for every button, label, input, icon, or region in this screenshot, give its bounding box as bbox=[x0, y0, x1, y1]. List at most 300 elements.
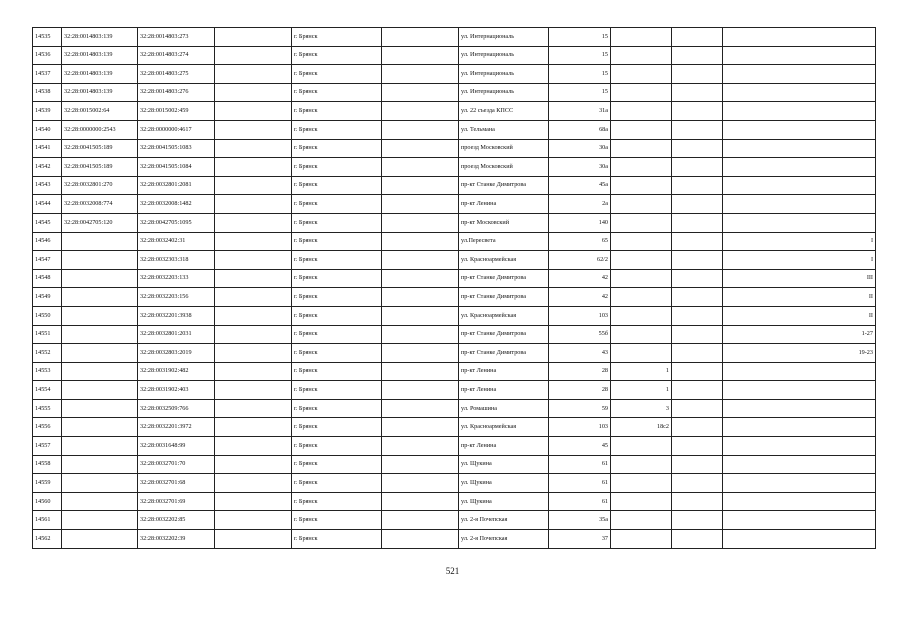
premises-number-cell: III bbox=[723, 269, 876, 288]
premises-number-cell bbox=[723, 399, 876, 418]
empty-cell bbox=[382, 251, 459, 270]
empty-cell bbox=[382, 139, 459, 158]
cadastral-number-cell: 32:28:0032201:3972 bbox=[138, 418, 215, 437]
street-cell: пр-кт Станке Димитрова bbox=[459, 325, 549, 344]
cadastral-number-cell: 32:28:0000000:4617 bbox=[138, 120, 215, 139]
house-number-cell: 59 bbox=[549, 399, 611, 418]
empty-cell bbox=[382, 474, 459, 493]
apartment-cell bbox=[611, 46, 672, 65]
previous-cadastral-number-cell: 32:28:0014803:139 bbox=[62, 28, 138, 47]
street-cell: пр-кт Ленина bbox=[459, 381, 549, 400]
street-cell: ул. Красноармейская bbox=[459, 251, 549, 270]
premises-number-cell bbox=[723, 83, 876, 102]
table-row bbox=[33, 399, 876, 418]
house-number-cell: 68а bbox=[549, 120, 611, 139]
building-cell bbox=[672, 437, 723, 456]
building-cell bbox=[672, 455, 723, 474]
premises-number-cell bbox=[723, 437, 876, 456]
apartment-cell bbox=[611, 120, 672, 139]
previous-cadastral-number-cell: 32:28:0014803:139 bbox=[62, 46, 138, 65]
empty-cell bbox=[215, 399, 292, 418]
empty-cell bbox=[215, 28, 292, 47]
row-number-cell: 14540 bbox=[33, 120, 62, 139]
city-cell: г. Брянск bbox=[292, 176, 382, 195]
previous-cadastral-number-cell bbox=[62, 288, 138, 307]
empty-cell bbox=[215, 139, 292, 158]
premises-number-cell: 19-23 bbox=[723, 344, 876, 363]
house-number-cell: 42 bbox=[549, 288, 611, 307]
house-number-cell: 15 bbox=[549, 65, 611, 84]
table-row bbox=[33, 158, 876, 177]
row-number-cell: 14548 bbox=[33, 269, 62, 288]
house-number-cell: 62/2 bbox=[549, 251, 611, 270]
row-number-cell: 14537 bbox=[33, 65, 62, 84]
empty-cell bbox=[382, 65, 459, 84]
premises-number-cell bbox=[723, 418, 876, 437]
city-cell: г. Брянск bbox=[292, 437, 382, 456]
empty-cell bbox=[215, 381, 292, 400]
city-cell: г. Брянск bbox=[292, 139, 382, 158]
city-cell: г. Брянск bbox=[292, 120, 382, 139]
apartment-cell bbox=[611, 102, 672, 121]
empty-cell bbox=[215, 102, 292, 121]
city-cell: г. Брянск bbox=[292, 213, 382, 232]
apartment-cell bbox=[611, 213, 672, 232]
empty-cell bbox=[382, 455, 459, 474]
premises-number-cell: II bbox=[723, 306, 876, 325]
house-number-cell: 61 bbox=[549, 455, 611, 474]
previous-cadastral-number-cell bbox=[62, 511, 138, 530]
empty-cell bbox=[382, 381, 459, 400]
empty-cell bbox=[215, 362, 292, 381]
empty-cell bbox=[215, 306, 292, 325]
premises-number-cell bbox=[723, 65, 876, 84]
city-cell: г. Брянск bbox=[292, 381, 382, 400]
apartment-cell bbox=[611, 437, 672, 456]
empty-cell bbox=[382, 492, 459, 511]
cadastral-number-cell: 32:28:0014803:276 bbox=[138, 83, 215, 102]
premises-number-cell: 1-27 bbox=[723, 325, 876, 344]
row-number-cell: 14559 bbox=[33, 474, 62, 493]
building-cell bbox=[672, 158, 723, 177]
empty-cell bbox=[215, 492, 292, 511]
empty-cell bbox=[382, 511, 459, 530]
apartment-cell bbox=[611, 306, 672, 325]
premises-number-cell bbox=[723, 381, 876, 400]
row-number-cell: 14554 bbox=[33, 381, 62, 400]
street-cell: ул. Щукина bbox=[459, 455, 549, 474]
building-cell bbox=[672, 325, 723, 344]
building-cell bbox=[672, 28, 723, 47]
cadastral-number-cell: 32:28:0032701:68 bbox=[138, 474, 215, 493]
street-cell: проезд Московский bbox=[459, 158, 549, 177]
table-row bbox=[33, 511, 876, 530]
premises-number-cell bbox=[723, 176, 876, 195]
previous-cadastral-number-cell: 32:28:0014803:139 bbox=[62, 65, 138, 84]
city-cell: г. Брянск bbox=[292, 418, 382, 437]
building-cell bbox=[672, 418, 723, 437]
city-cell: г. Брянск bbox=[292, 325, 382, 344]
table-row bbox=[33, 344, 876, 363]
apartment-cell bbox=[611, 139, 672, 158]
empty-cell bbox=[382, 83, 459, 102]
building-cell bbox=[672, 120, 723, 139]
house-number-cell: 140 bbox=[549, 213, 611, 232]
street-cell: ул. 2-я Почепская bbox=[459, 530, 549, 549]
city-cell: г. Брянск bbox=[292, 474, 382, 493]
empty-cell bbox=[215, 46, 292, 65]
premises-number-cell bbox=[723, 474, 876, 493]
building-cell bbox=[672, 362, 723, 381]
empty-cell bbox=[215, 251, 292, 270]
previous-cadastral-number-cell: 32:28:0042705:120 bbox=[62, 213, 138, 232]
row-number-cell: 14546 bbox=[33, 232, 62, 251]
house-number-cell: 43 bbox=[549, 344, 611, 363]
cadastral-number-cell: 32:28:0032701:70 bbox=[138, 455, 215, 474]
table-row bbox=[33, 46, 876, 65]
previous-cadastral-number-cell: 32:28:0032801:270 bbox=[62, 176, 138, 195]
table-row bbox=[33, 437, 876, 456]
table-row bbox=[33, 176, 876, 195]
cadastral-number-cell: 32:28:0031902:482 bbox=[138, 362, 215, 381]
table-row bbox=[33, 251, 876, 270]
city-cell: г. Брянск bbox=[292, 492, 382, 511]
table-row bbox=[33, 28, 876, 47]
previous-cadastral-number-cell: 32:28:0014803:139 bbox=[62, 83, 138, 102]
empty-cell bbox=[215, 511, 292, 530]
city-cell: г. Брянск bbox=[292, 455, 382, 474]
empty-cell bbox=[382, 46, 459, 65]
street-cell: ул. Тельмана bbox=[459, 120, 549, 139]
house-number-cell: 61 bbox=[549, 492, 611, 511]
building-cell bbox=[672, 269, 723, 288]
previous-cadastral-number-cell bbox=[62, 344, 138, 363]
street-cell: ул. Интернациональ bbox=[459, 46, 549, 65]
previous-cadastral-number-cell bbox=[62, 251, 138, 270]
cadastral-number-cell: 32:28:0031648:99 bbox=[138, 437, 215, 456]
row-number-cell: 14535 bbox=[33, 28, 62, 47]
row-number-cell: 14541 bbox=[33, 139, 62, 158]
building-cell bbox=[672, 306, 723, 325]
building-cell bbox=[672, 344, 723, 363]
house-number-cell: 103 bbox=[549, 418, 611, 437]
empty-cell bbox=[382, 158, 459, 177]
previous-cadastral-number-cell bbox=[62, 362, 138, 381]
building-cell bbox=[672, 46, 723, 65]
empty-cell bbox=[382, 288, 459, 307]
premises-number-cell bbox=[723, 158, 876, 177]
empty-cell bbox=[382, 418, 459, 437]
empty-cell bbox=[382, 325, 459, 344]
previous-cadastral-number-cell bbox=[62, 269, 138, 288]
row-number-cell: 14551 bbox=[33, 325, 62, 344]
previous-cadastral-number-cell: 32:28:0000000:2543 bbox=[62, 120, 138, 139]
premises-number-cell: II bbox=[723, 288, 876, 307]
street-cell: ул. Красноармейская bbox=[459, 418, 549, 437]
apartment-cell bbox=[611, 158, 672, 177]
premises-number-cell bbox=[723, 530, 876, 549]
table-row bbox=[33, 102, 876, 121]
apartment-cell: 1 bbox=[611, 362, 672, 381]
street-cell: пр-кт Станке Димитрова bbox=[459, 176, 549, 195]
house-number-cell: 45 bbox=[549, 437, 611, 456]
street-cell: ул. 2-я Почепская bbox=[459, 511, 549, 530]
house-number-cell: 28 bbox=[549, 362, 611, 381]
cadastral-number-cell: 32:28:0031902:403 bbox=[138, 381, 215, 400]
table-row bbox=[33, 232, 876, 251]
street-cell: ул.Пересвета bbox=[459, 232, 549, 251]
empty-cell bbox=[382, 437, 459, 456]
apartment-cell bbox=[611, 28, 672, 47]
house-number-cell: 15 bbox=[549, 46, 611, 65]
premises-number-cell bbox=[723, 362, 876, 381]
row-number-cell: 14550 bbox=[33, 306, 62, 325]
cadastral-number-cell: 32:28:0032203:133 bbox=[138, 269, 215, 288]
cadastral-number-cell: 32:28:0015002:459 bbox=[138, 102, 215, 121]
row-number-cell: 14553 bbox=[33, 362, 62, 381]
cadastral-number-cell: 32:28:0032202:85 bbox=[138, 511, 215, 530]
premises-number-cell bbox=[723, 213, 876, 232]
empty-cell bbox=[382, 213, 459, 232]
building-cell bbox=[672, 251, 723, 270]
row-number-cell: 14561 bbox=[33, 511, 62, 530]
table-row bbox=[33, 381, 876, 400]
building-cell bbox=[672, 530, 723, 549]
apartment-cell bbox=[611, 195, 672, 214]
building-cell bbox=[672, 399, 723, 418]
city-cell: г. Брянск bbox=[292, 288, 382, 307]
premises-number-cell bbox=[723, 492, 876, 511]
row-number-cell: 14555 bbox=[33, 399, 62, 418]
empty-cell bbox=[215, 213, 292, 232]
apartment-cell bbox=[611, 83, 672, 102]
empty-cell bbox=[215, 65, 292, 84]
apartment-cell bbox=[611, 530, 672, 549]
premises-number-cell bbox=[723, 102, 876, 121]
row-number-cell: 14557 bbox=[33, 437, 62, 456]
house-number-cell: 30а bbox=[549, 139, 611, 158]
premises-number-cell bbox=[723, 28, 876, 47]
city-cell: г. Брянск bbox=[292, 158, 382, 177]
row-number-cell: 14556 bbox=[33, 418, 62, 437]
empty-cell bbox=[382, 344, 459, 363]
building-cell bbox=[672, 102, 723, 121]
previous-cadastral-number-cell bbox=[62, 492, 138, 511]
premises-number-cell bbox=[723, 139, 876, 158]
city-cell: г. Брянск bbox=[292, 46, 382, 65]
cadastral-number-cell: 32:28:0032803:2019 bbox=[138, 344, 215, 363]
city-cell: г. Брянск bbox=[292, 251, 382, 270]
previous-cadastral-number-cell bbox=[62, 232, 138, 251]
street-cell: ул. 22 съезда КПСС bbox=[459, 102, 549, 121]
house-number-cell: 31а bbox=[549, 102, 611, 121]
previous-cadastral-number-cell bbox=[62, 530, 138, 549]
previous-cadastral-number-cell bbox=[62, 306, 138, 325]
apartment-cell bbox=[611, 474, 672, 493]
cadastral-number-cell: 32:28:0032509:766 bbox=[138, 399, 215, 418]
empty-cell bbox=[215, 158, 292, 177]
house-number-cell: 55б bbox=[549, 325, 611, 344]
empty-cell bbox=[215, 325, 292, 344]
cadastral-number-cell: 32:28:0014803:275 bbox=[138, 65, 215, 84]
premises-number-cell bbox=[723, 511, 876, 530]
cadastral-number-cell: 32:28:0032303:318 bbox=[138, 251, 215, 270]
city-cell: г. Брянск bbox=[292, 269, 382, 288]
street-cell: ул. Интернациональ bbox=[459, 83, 549, 102]
apartment-cell: 1 bbox=[611, 381, 672, 400]
cadastral-number-cell: 32:28:0041505:1084 bbox=[138, 158, 215, 177]
table-row bbox=[33, 418, 876, 437]
city-cell: г. Брянск bbox=[292, 399, 382, 418]
street-cell: пр-кт Станке Димитрова bbox=[459, 288, 549, 307]
previous-cadastral-number-cell: 32:28:0041505:189 bbox=[62, 158, 138, 177]
row-number-cell: 14560 bbox=[33, 492, 62, 511]
empty-cell bbox=[215, 418, 292, 437]
city-cell: г. Брянск bbox=[292, 232, 382, 251]
building-cell bbox=[672, 474, 723, 493]
table-row bbox=[33, 213, 876, 232]
empty-cell bbox=[215, 455, 292, 474]
table-row bbox=[33, 362, 876, 381]
previous-cadastral-number-cell bbox=[62, 474, 138, 493]
empty-cell bbox=[382, 102, 459, 121]
house-number-cell: 35а bbox=[549, 511, 611, 530]
city-cell: г. Брянск bbox=[292, 344, 382, 363]
row-number-cell: 14549 bbox=[33, 288, 62, 307]
apartment-cell bbox=[611, 325, 672, 344]
cadastral-number-cell: 32:28:0032201:3938 bbox=[138, 306, 215, 325]
empty-cell bbox=[382, 28, 459, 47]
empty-cell bbox=[382, 176, 459, 195]
city-cell: г. Брянск bbox=[292, 102, 382, 121]
empty-cell bbox=[215, 176, 292, 195]
street-cell: пр-кт Станке Димитрова bbox=[459, 344, 549, 363]
street-cell: пр-кт Ленина bbox=[459, 195, 549, 214]
empty-cell bbox=[382, 120, 459, 139]
city-cell: г. Брянск bbox=[292, 511, 382, 530]
table-row bbox=[33, 83, 876, 102]
building-cell bbox=[672, 492, 723, 511]
cadastral-number-cell: 32:28:0032801:2031 bbox=[138, 325, 215, 344]
row-number-cell: 14538 bbox=[33, 83, 62, 102]
cadastral-number-cell: 32:28:0032203:156 bbox=[138, 288, 215, 307]
registry-table bbox=[32, 27, 876, 549]
table-row bbox=[33, 269, 876, 288]
building-cell bbox=[672, 381, 723, 400]
building-cell bbox=[672, 232, 723, 251]
cadastral-number-cell: 32:28:0014803:274 bbox=[138, 46, 215, 65]
building-cell bbox=[672, 83, 723, 102]
row-number-cell: 14545 bbox=[33, 213, 62, 232]
empty-cell bbox=[215, 269, 292, 288]
building-cell bbox=[672, 511, 723, 530]
row-number-cell: 14536 bbox=[33, 46, 62, 65]
row-number-cell: 14547 bbox=[33, 251, 62, 270]
table-row bbox=[33, 65, 876, 84]
building-cell bbox=[672, 213, 723, 232]
empty-cell bbox=[382, 306, 459, 325]
cadastral-number-cell: 32:28:0032202:39 bbox=[138, 530, 215, 549]
previous-cadastral-number-cell bbox=[62, 418, 138, 437]
premises-number-cell bbox=[723, 455, 876, 474]
city-cell: г. Брянск bbox=[292, 83, 382, 102]
table-row bbox=[33, 195, 876, 214]
empty-cell bbox=[215, 120, 292, 139]
building-cell bbox=[672, 65, 723, 84]
street-cell: ул. Щукина bbox=[459, 474, 549, 493]
table-row bbox=[33, 492, 876, 511]
empty-cell bbox=[382, 269, 459, 288]
street-cell: проезд Московский bbox=[459, 139, 549, 158]
table-row bbox=[33, 306, 876, 325]
row-number-cell: 14539 bbox=[33, 102, 62, 121]
row-number-cell: 14544 bbox=[33, 195, 62, 214]
house-number-cell: 30а bbox=[549, 158, 611, 177]
cadastral-number-cell: 32:28:0041505:1083 bbox=[138, 139, 215, 158]
house-number-cell: 42 bbox=[549, 269, 611, 288]
cadastral-number-cell: 32:28:0032701:69 bbox=[138, 492, 215, 511]
empty-cell bbox=[382, 362, 459, 381]
house-number-cell: 45а bbox=[549, 176, 611, 195]
previous-cadastral-number-cell bbox=[62, 325, 138, 344]
street-cell: пр-кт Ленина bbox=[459, 362, 549, 381]
street-cell: пр-кт Ленина bbox=[459, 437, 549, 456]
table-row bbox=[33, 325, 876, 344]
row-number-cell: 14552 bbox=[33, 344, 62, 363]
house-number-cell: 28 bbox=[549, 381, 611, 400]
street-cell: ул. Интернациональ bbox=[459, 65, 549, 84]
empty-cell bbox=[215, 288, 292, 307]
street-cell: ул. Красноармейская bbox=[459, 306, 549, 325]
row-number-cell: 14562 bbox=[33, 530, 62, 549]
cadastral-number-cell: 32:28:0014803:273 bbox=[138, 28, 215, 47]
empty-cell bbox=[382, 195, 459, 214]
cadastral-number-cell: 32:28:0032801:2081 bbox=[138, 176, 215, 195]
premises-number-cell bbox=[723, 195, 876, 214]
cadastral-number-cell: 32:28:0032008:1482 bbox=[138, 195, 215, 214]
cadastral-number-cell: 32:28:0042705:1095 bbox=[138, 213, 215, 232]
empty-cell bbox=[382, 530, 459, 549]
apartment-cell bbox=[611, 344, 672, 363]
empty-cell bbox=[215, 437, 292, 456]
row-number-cell: 14558 bbox=[33, 455, 62, 474]
city-cell: г. Брянск bbox=[292, 28, 382, 47]
street-cell: ул. Интернациональ bbox=[459, 28, 549, 47]
city-cell: г. Брянск bbox=[292, 65, 382, 84]
house-number-cell: 15 bbox=[549, 28, 611, 47]
apartment-cell bbox=[611, 492, 672, 511]
building-cell bbox=[672, 139, 723, 158]
empty-cell bbox=[215, 83, 292, 102]
street-cell: пр-кт Станке Димитрова bbox=[459, 269, 549, 288]
table-row bbox=[33, 474, 876, 493]
apartment-cell bbox=[611, 232, 672, 251]
row-number-cell: 14543 bbox=[33, 176, 62, 195]
previous-cadastral-number-cell bbox=[62, 381, 138, 400]
table-body bbox=[33, 28, 876, 549]
row-number-cell: 14542 bbox=[33, 158, 62, 177]
table-row bbox=[33, 288, 876, 307]
table-row bbox=[33, 120, 876, 139]
apartment-cell bbox=[611, 176, 672, 195]
house-number-cell: 103 bbox=[549, 306, 611, 325]
table-row bbox=[33, 455, 876, 474]
apartment-cell bbox=[611, 251, 672, 270]
apartment-cell bbox=[611, 455, 672, 474]
table-row bbox=[33, 139, 876, 158]
city-cell: г. Брянск bbox=[292, 306, 382, 325]
apartment-cell bbox=[611, 288, 672, 307]
